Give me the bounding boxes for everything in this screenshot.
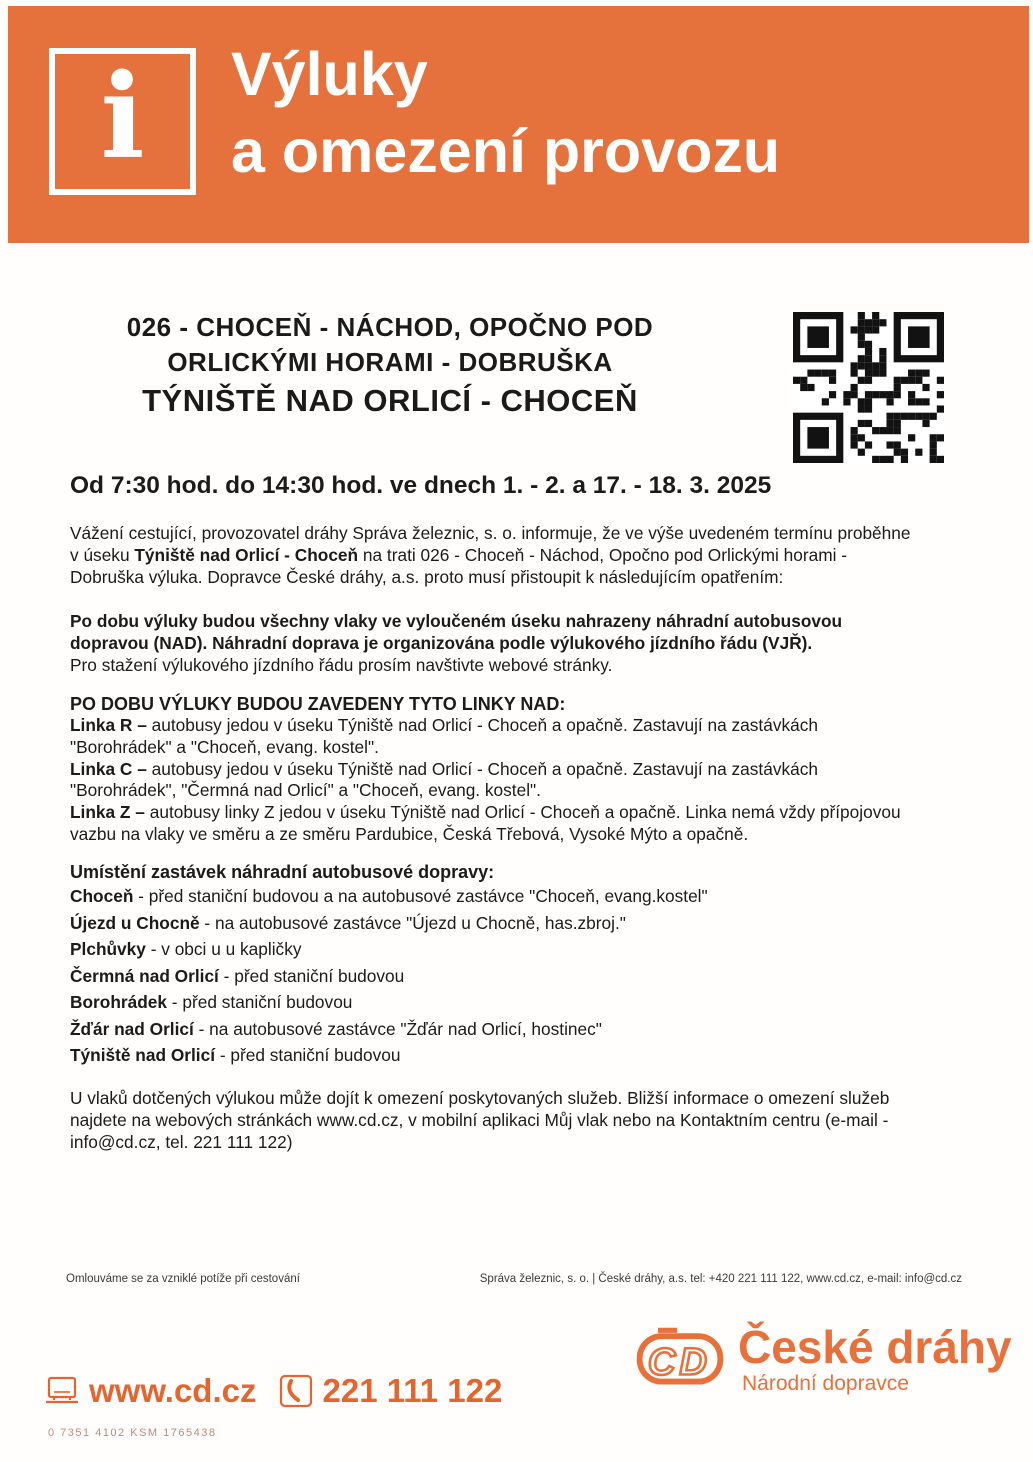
lines-section [70, 693, 918, 846]
closing-paragraph: U vlaků dotčených výlukou může dojít k omezení poskytovaných služeb. Bližší informace o omezení služeb najdete na webových stránkách www.cd.cz, v mobilní aplikaci Můj vlak nebo na Kontaktním centru (e-mail - info@cd.cz, tel. 221 111 122) [70, 1088, 890, 1152]
qr-code [793, 312, 944, 463]
header-banner [8, 6, 1029, 243]
stop-text: - před staniční budovou [218, 965, 405, 986]
phone-number: 221 111 122 [322, 1372, 503, 1409]
logo-text [738, 1320, 1012, 1396]
route-title-line1: 026 - CHOCEŇ - NÁCHOD, OPOČNO POD [126, 312, 654, 342]
line-item-c [70, 759, 918, 803]
stop-label: Čermná nad Orlicí [70, 965, 219, 986]
stop-item [70, 883, 918, 910]
qr-code-icon [793, 312, 944, 463]
banner-title-line1: Výluky [231, 40, 428, 108]
stops-section [70, 861, 918, 1069]
line-label: Linka Z – [70, 802, 150, 823]
line-label: Linka C – [70, 758, 152, 779]
stop-item [70, 936, 918, 963]
nad-regular-text: Pro stažení výlukového jízdního řádu prosím navštivte webové stránky. [70, 654, 613, 675]
route-title [72, 310, 708, 421]
line-text: autobusy jedou v úseku Týniště nad Orlicí - Choceň a opačně. Zastavují na zastávkách "Borohrádek", "Čermná nad Orlicí" a "Choceň, evang. kostel". [70, 758, 818, 801]
intro-paragraph [70, 523, 918, 588]
line-item-r [70, 715, 918, 759]
route-title-line2: ORLICKÝMI HORAMI - DOBRUŠKA [167, 347, 613, 377]
intro-text-2: na trati 026 - Choceň - Náchod, Opočno pod Orlickými horami - Dobruška výluka. Dopravce České dráhy, a.s. proto musí přistoupit k následujícím opatřením: [70, 544, 847, 587]
logo-subtitle: Národní dopravce [742, 1372, 909, 1395]
footer-small-print [66, 1273, 962, 1285]
info-icon [49, 48, 196, 195]
stop-item [70, 1016, 918, 1043]
stop-text: - před staniční budovou [215, 1045, 401, 1065]
operator-contact-line: Správa železnic, s. o. | České dráhy, a.s. tel: +420 221 111 122, www.cd.cz, e-mail: info@cd.cz [479, 1273, 962, 1285]
stop-item [70, 963, 918, 990]
print-code: 0 7351 4102 KSM 1765438 [48, 1427, 217, 1439]
stop-text: - před staniční budovou a na autobusové zastávce "Choceň, evang.kostel" [133, 886, 708, 906]
stops-section-heading: Umístění zastávek náhradní autobusové dopravy: [70, 862, 495, 882]
stop-text: - na autobusové zastávce "Žďár nad Orlicí, hostinec" [193, 1018, 602, 1039]
stop-label: Újezd u Chocně [70, 912, 200, 933]
stop-text: - před staniční budovou [167, 992, 353, 1012]
stop-label: Týniště nad Orlicí [70, 1045, 216, 1065]
line-item-z [70, 802, 918, 846]
cd-logo [636, 1320, 1012, 1396]
stop-label: Borohrádek [70, 992, 167, 1012]
nad-paragraph [70, 611, 918, 676]
stop-text: - na autobusové zastávce "Újezd u Chocně, has.zbroj." [199, 912, 626, 933]
cd-emblem-icon [636, 1320, 724, 1386]
apology-note: Omlouváme se za vzniklé potíže při cestování [66, 1273, 300, 1285]
stop-label: Choceň [70, 886, 134, 906]
stop-item [70, 910, 918, 937]
date-heading: Od 7:30 hod. do 14:30 hod. ve dnech 1. - 2. a 17. - 18. 3. 2025 [70, 472, 772, 499]
line-text: autobusy linky Z jedou v úseku Týniště nad Orlicí - Choceň a opačně. Linka nemá vždy přípojovou vazbu na vlaky ve směru a ze směru Pardubice, Česká Třebová, Vysoké Mýto a opačně. [70, 802, 901, 844]
phone-icon [279, 1374, 313, 1408]
nad-bold-text: Po dobu výluky budou všechny vlaky ve vyloučeném úseku nahrazeny náhradní autobusovou dopravou (NAD). Náhradní doprava je organizována podle výlukového jízdního řádu (VJŘ). [70, 611, 843, 653]
stop-item [70, 1042, 918, 1069]
route-title-line3: TÝNIŠTĚ NAD ORLICÍ - CHOCEŇ [142, 383, 638, 418]
stop-item [70, 989, 918, 1016]
laptop-icon [44, 1375, 80, 1407]
intro-text-1: Vážení cestující, provozovatel dráhy Správa železnic, s. o. informuje, že ve výše uvedeném termínu proběhne v úseku [70, 523, 911, 565]
info-icon-glyph: i [100, 48, 145, 185]
contact-row [44, 1372, 502, 1410]
svg-text:D: D [679, 1340, 707, 1384]
stop-text: - v obci u u kapličky [145, 939, 302, 959]
line-text: autobusy jedou v úseku Týniště nad Orlicí - Choceň a opačně. Zastavují na zastávkách "Borohrádek" a "Choceň, evang. kostel". [70, 715, 818, 757]
logo-title: České dráhy [738, 1321, 1012, 1373]
banner-title-line2: a omezení provozu [231, 117, 781, 185]
line-label: Linka R – [70, 715, 152, 735]
lines-section-heading: PO DOBU VÝLUKY BUDOU ZAVEDENY TYTO LINKY NAD: [70, 694, 566, 714]
intro-route-bold: Týniště nad Orlicí - Choceň [134, 544, 359, 565]
banner-title [231, 36, 780, 190]
website-link[interactable]: www.cd.cz [89, 1372, 257, 1409]
svg-text:C: C [647, 1340, 676, 1384]
stop-label: Plchůvky [70, 939, 146, 959]
stop-label: Žďár nad Orlicí [70, 1018, 194, 1039]
